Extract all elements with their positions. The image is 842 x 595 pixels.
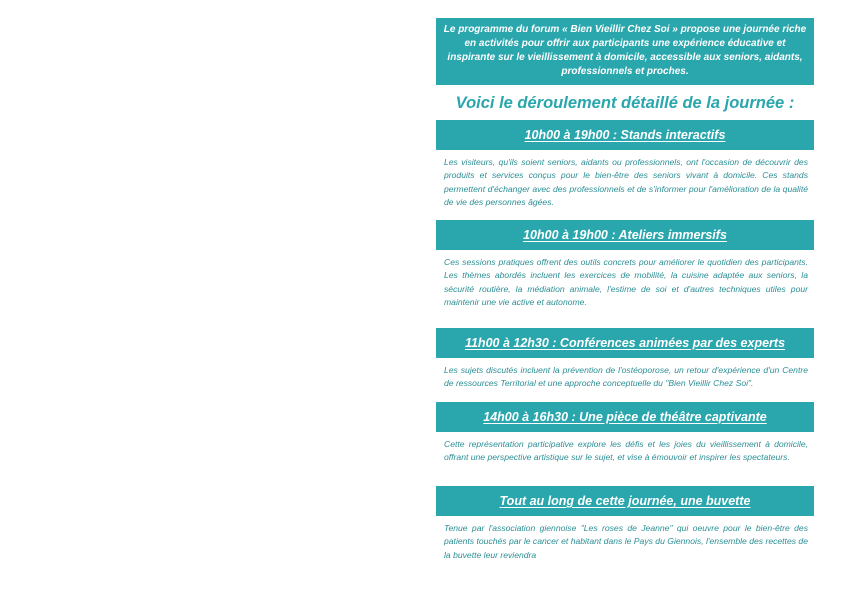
section-text-theatre: Cette représentation participative explore les défis et les joies du vieillissement à domicile, offrant une perspective artistique sur le sujet, et vise à émouvoir et inspirer les spectateurs.	[444, 439, 808, 463]
section-heading-stands: 10h00 à 19h00 : Stands interactifs	[436, 120, 814, 150]
intro-text: Le programme du forum « Bien Vieillir Chez Soi » propose une journée riche en activités pour offrir aux participants une expérience éducative et inspirante sur le vieillissement à domicile, accessible aux seniors, aidants, professionnels et proches.	[443, 24, 807, 77]
section-heading-theatre: 14h00 à 16h30 : Une pièce de théâtre captivante	[436, 402, 814, 432]
section-text-stands: Les visiteurs, qu'ils soient seniors, aidants ou professionnels, ont l'occasion de découvrir des produits et services conçus pour le bien-être des seniors vivant à domicile. Ces stands permettent d'échanger avec des professionnels et de s'informer pour l'amélioration de la qualité de vie des personnes âgées.	[444, 157, 808, 207]
page-title: Voici le déroulement détaillé de la journée :	[455, 94, 795, 112]
section-text-ateliers: Ces sessions pratiques offrent des outils concrets pour améliorer le quotidien des participants. Les thèmes abordés incluent les exercices de mobilité, la cuisine adaptée aux seniors, la sécurité routière, la médiation animale, l'estime de soi et d'autres techniques utiles pour maintenir une vie active et autonome.	[444, 257, 808, 307]
intro-banner	[436, 18, 814, 85]
section-text-conferences: Les sujets discutés incluent la prévention de l'ostéoporose, un retour d'expérience d'un Centre de ressources Territorial et une approche conceptuelle du "Bien Vieillir Chez Soi".	[444, 365, 808, 389]
section-heading-ateliers: 10h00 à 19h00 : Ateliers immersifs	[436, 220, 814, 250]
program-column	[436, 18, 814, 564]
section-heading-conferences: 11h00 à 12h30 : Conférences animées par des experts	[436, 328, 814, 358]
section-heading-buvette: Tout au long de cette journée, une buvette	[436, 486, 814, 516]
section-text-buvette: Tenue par l'association giennoise "Les roses de Jeanne" qui oeuvre pour le bien-être des patients touchés par le cancer et habitant dans le Pays du Giennois, l'ensemble des recettes de la buvette leur reviendra	[444, 523, 808, 560]
